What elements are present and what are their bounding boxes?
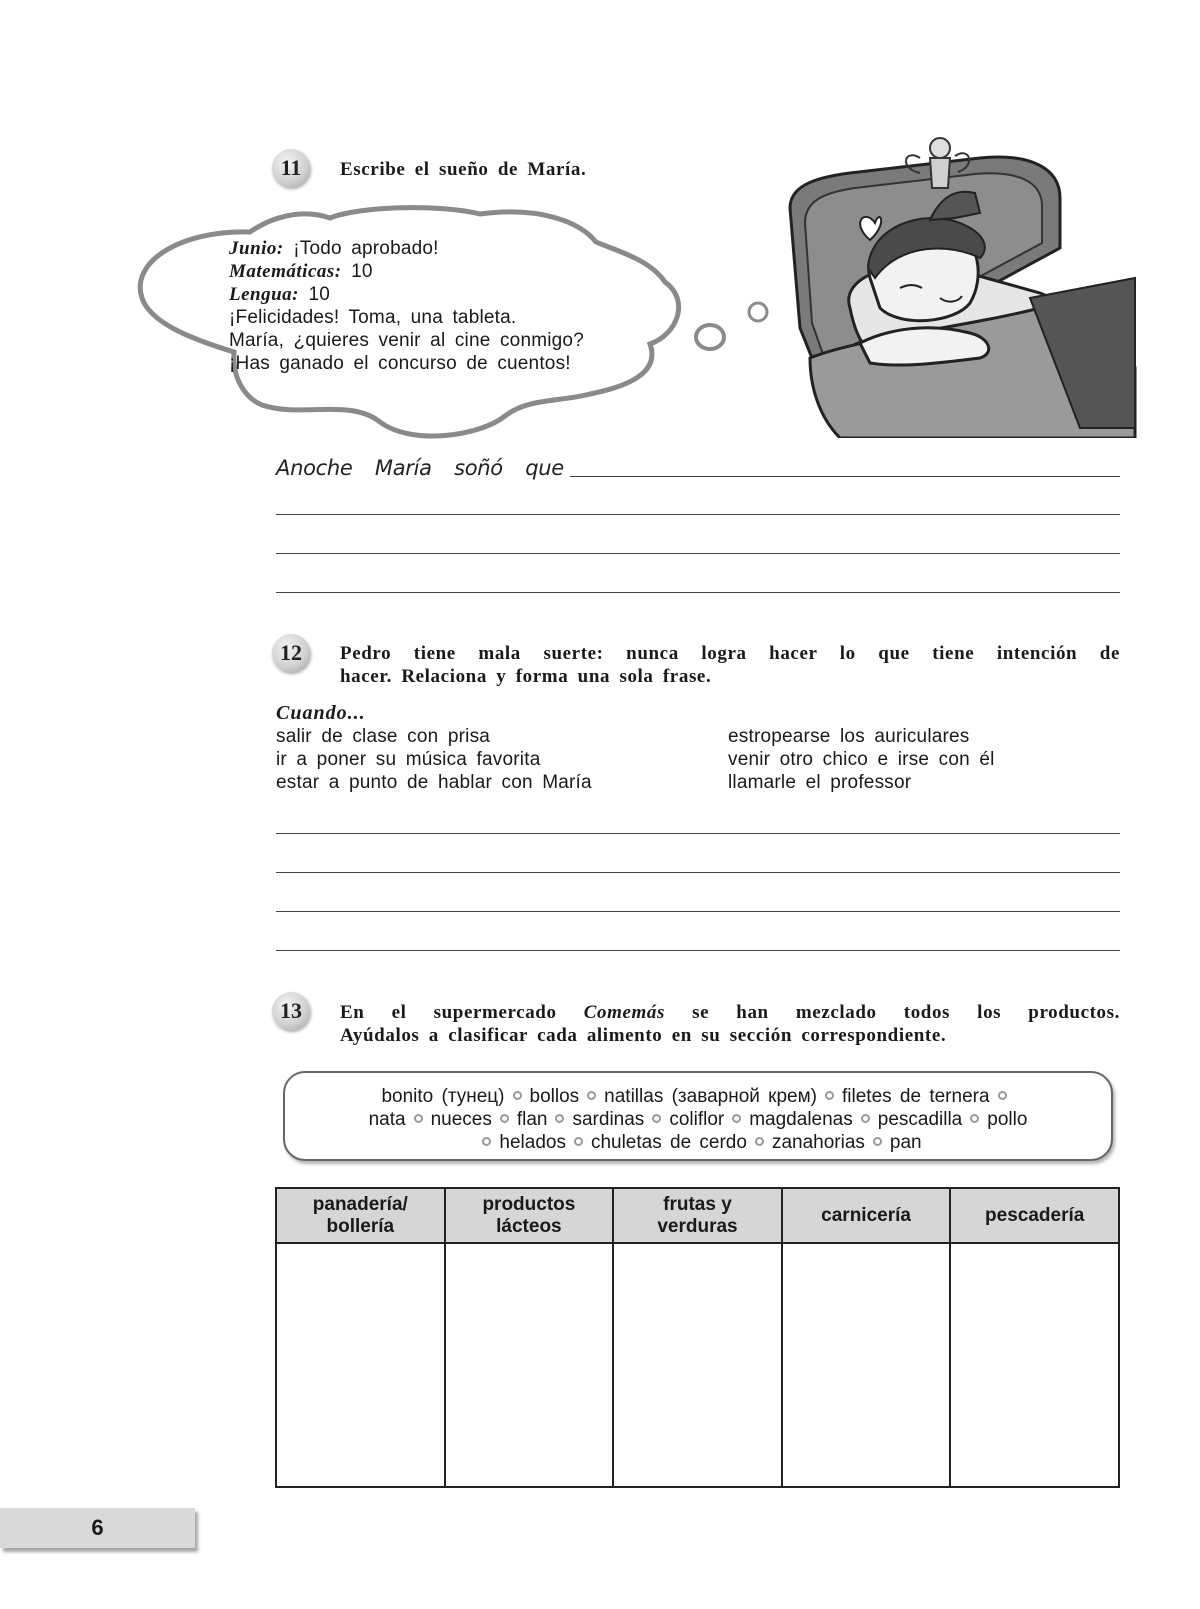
word-item: nueces <box>430 1109 492 1130</box>
clause-item: venir otro chico e irse con él <box>728 749 995 770</box>
bullet-icon <box>482 1137 491 1146</box>
instruction-line: hacer. Relaciona y forma una sola frase. <box>340 666 712 687</box>
column-header: panadería/ bollería <box>276 1188 445 1243</box>
exercise-11-number: 11 <box>272 149 310 187</box>
right-clauses <box>728 725 995 794</box>
exercise-11-instruction: Escribe el sueño de María. <box>340 159 587 180</box>
word-item: nata <box>368 1109 406 1130</box>
bubble-line: María, ¿quieres venir al cine conmigo? <box>229 330 584 351</box>
thought-dot-large <box>696 325 724 349</box>
answer-cell[interactable] <box>445 1243 614 1487</box>
bullet-icon <box>587 1091 596 1100</box>
clause-item: ir a poner su música favorita <box>276 749 541 770</box>
word-item: helados <box>499 1132 566 1153</box>
word-bank-line <box>285 1108 1111 1131</box>
writing-line[interactable] <box>276 872 1120 873</box>
table-row <box>276 1243 1119 1487</box>
writing-line[interactable] <box>276 553 1120 554</box>
table-header-row <box>276 1188 1119 1243</box>
bullet-icon <box>970 1114 979 1123</box>
bubble-line: ¡Has ganado el concurso de cuentos! <box>229 353 571 374</box>
exercise-13-instruction <box>340 1001 1120 1047</box>
word-item: chuletas de cerdo <box>590 1132 747 1153</box>
writing-line[interactable] <box>276 592 1120 593</box>
word-bank-line <box>285 1131 1111 1154</box>
bullet-icon <box>755 1137 764 1146</box>
exercise-12-instruction <box>340 642 1120 688</box>
bullet-icon <box>732 1114 741 1123</box>
store-name: Comemás <box>583 1002 665 1023</box>
bullet-icon <box>555 1114 564 1123</box>
word-bank <box>283 1071 1113 1161</box>
word-item: bollos <box>529 1086 580 1107</box>
exercise-11-prompt: Anoche María soñó que <box>276 456 564 480</box>
word-bank-line <box>285 1085 1111 1108</box>
word-item: pescadilla <box>877 1109 963 1130</box>
bullet-icon <box>513 1091 522 1100</box>
writing-line[interactable] <box>276 911 1120 912</box>
sleeping-girl-illustration <box>780 128 1140 438</box>
bullet-icon <box>500 1114 509 1123</box>
classification-table <box>275 1187 1120 1488</box>
word-item: natillas (заварной крем) <box>604 1086 818 1107</box>
word-item: flan <box>516 1109 548 1130</box>
bullet-icon <box>861 1114 870 1123</box>
word-item: magdalenas <box>749 1109 853 1130</box>
column-header: frutas y verduras <box>613 1188 782 1243</box>
bubble-line: Junio: ¡Todo aprobado! <box>229 238 439 259</box>
clause-item: estropearse los auriculares <box>728 726 970 747</box>
bubble-line: ¡Felicidades! Toma, una tableta. <box>229 307 517 328</box>
bubble-line: Lengua: 10 <box>229 284 331 305</box>
bullet-icon <box>574 1137 583 1146</box>
bullet-icon <box>652 1114 661 1123</box>
thought-dot-small <box>749 303 767 321</box>
answer-cell[interactable] <box>276 1243 445 1487</box>
page-number: 6 <box>0 1508 195 1548</box>
writing-line[interactable] <box>276 950 1120 951</box>
writing-line[interactable] <box>570 476 1120 477</box>
answer-cell[interactable] <box>950 1243 1119 1487</box>
clause-item: salir de clase con prisa <box>276 726 491 747</box>
word-item: sardinas <box>572 1109 645 1130</box>
column-header: carnicería <box>782 1188 951 1243</box>
word-item: pollo <box>987 1109 1028 1130</box>
word-item: filetes de ternera <box>842 1086 990 1107</box>
word-item: zanahorias <box>771 1132 865 1153</box>
bubble-line: Matemáticas: 10 <box>229 261 373 282</box>
left-clauses <box>276 725 592 794</box>
answer-cell[interactable] <box>782 1243 951 1487</box>
bullet-icon <box>873 1137 882 1146</box>
instruction-line: Pedro tiene mala suerte: nunca logra hacer lo que tiene intención de <box>340 643 1120 664</box>
cuando-label: Cuando... <box>276 702 366 724</box>
column-header: productos lácteos <box>445 1188 614 1243</box>
bullet-icon <box>998 1091 1007 1100</box>
exercise-13-number: 13 <box>272 992 310 1030</box>
bullet-icon <box>414 1114 423 1123</box>
bubble-text <box>229 237 584 375</box>
word-item: coliflor <box>669 1109 725 1130</box>
instruction-line: En el supermercado Comemás se han mezclado todos los productos. <box>340 1002 1120 1023</box>
clause-item: llamarle el professor <box>728 772 912 793</box>
exercise-12-number: 12 <box>272 634 310 672</box>
bullet-icon <box>825 1091 834 1100</box>
column-header: pescadería <box>950 1188 1119 1243</box>
answer-cell[interactable] <box>613 1243 782 1487</box>
instruction-line: Ayúdalos a clasificar cada alimento en su sección correspondiente. <box>340 1025 947 1046</box>
clause-item: estar a punto de hablar con María <box>276 772 592 793</box>
word-item: pan <box>889 1132 922 1153</box>
word-item: bonito (тунец) <box>381 1086 505 1107</box>
writing-line[interactable] <box>276 833 1120 834</box>
writing-line[interactable] <box>276 514 1120 515</box>
